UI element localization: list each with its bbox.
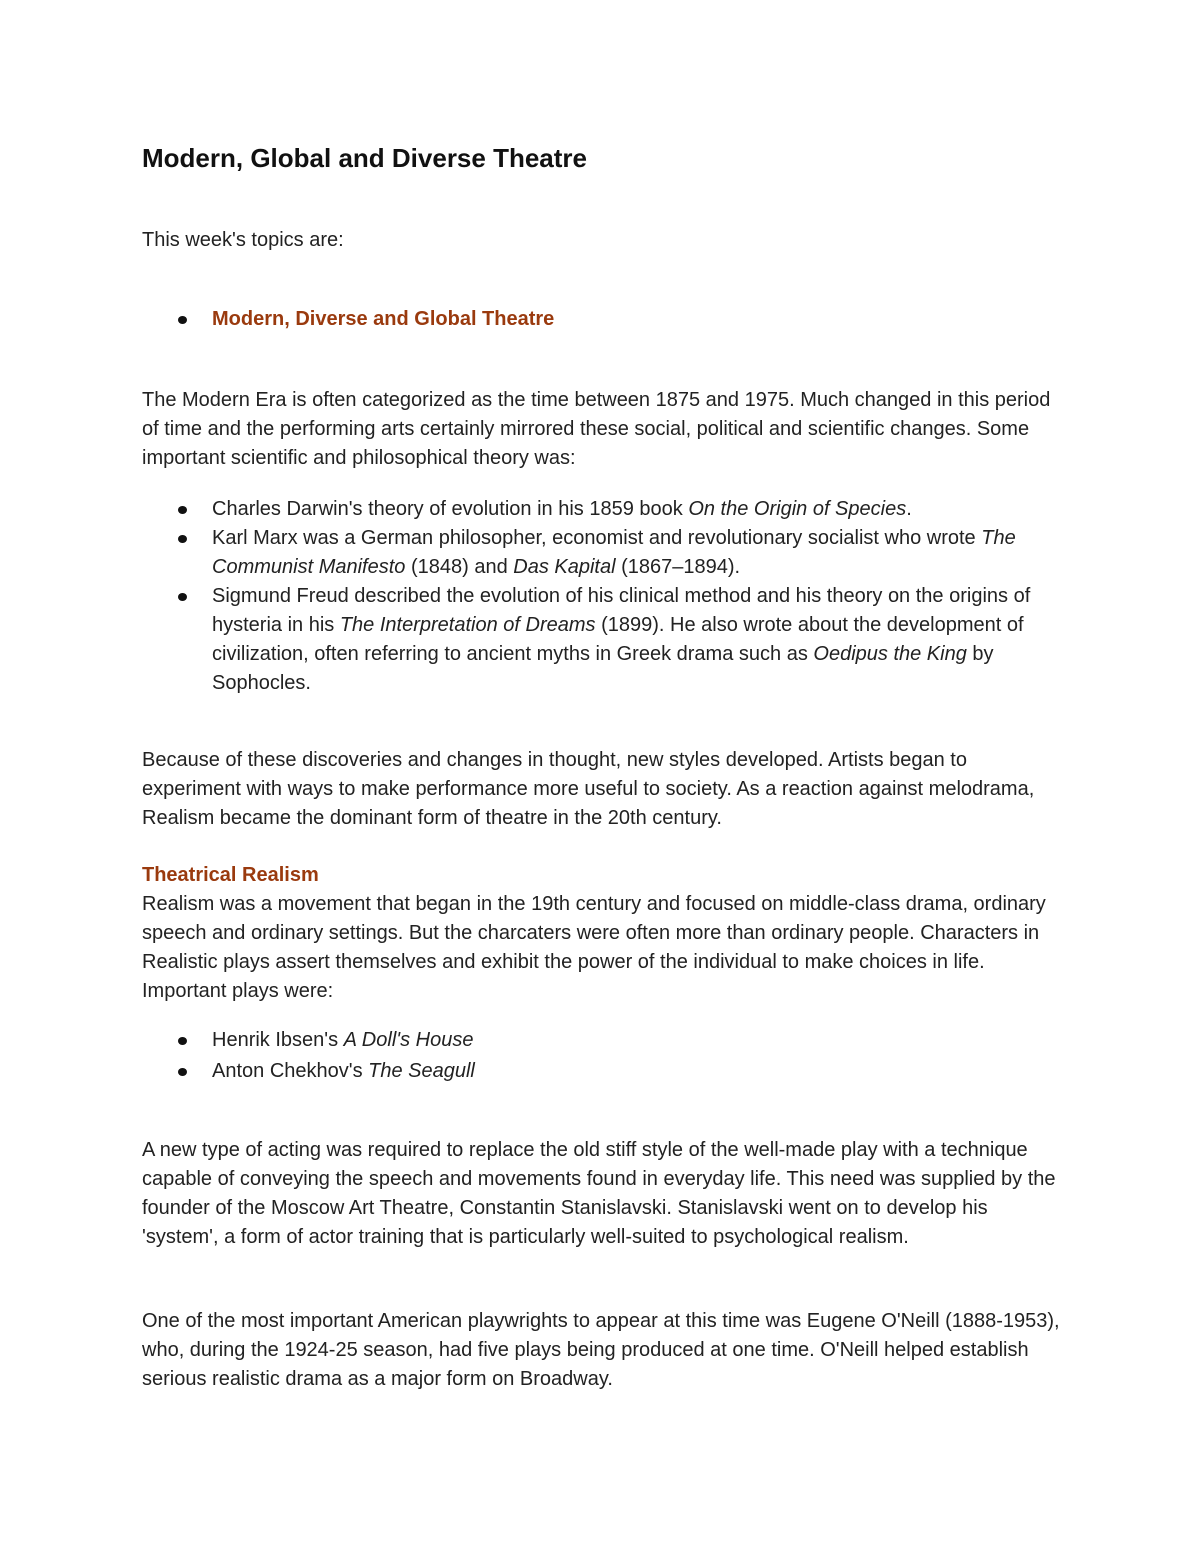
- bullet-icon: [178, 593, 187, 601]
- discoveries-paragraph: Because of these discoveries and changes in thought, new styles developed. Artists began to experiment with ways to make performance more useful to society. As a reaction against melodrama, Realism became the dominant form of theatre in the 20th century.: [142, 749, 1035, 829]
- theory-text: (1899). He also wrote about the development of civilization, often referring to ancient myths in Greek drama such as: [212, 614, 1024, 665]
- realism-heading: Theatrical Realism: [142, 864, 319, 886]
- play-title: The Seagull: [368, 1060, 475, 1082]
- plays-list: [142, 1026, 1062, 1086]
- play-title: A Doll's House: [343, 1029, 474, 1051]
- topics-list: [142, 305, 1062, 334]
- intro-text: This week's topics are:: [142, 229, 344, 251]
- list-item: [142, 524, 1062, 582]
- bullet-icon: [178, 316, 187, 324]
- realism-paragraph: Realism was a movement that began in the 19th century and focused on middle-class drama, ordinary speech and ordinary settings. But the charcaters were often more than ordinary people. Characters in Realistic plays assert themselves and exhibit the power of the individual to make choices in life. Important plays were:: [142, 893, 1046, 1002]
- list-item: [142, 305, 1062, 334]
- play-author: Henrik Ibsen's: [212, 1029, 344, 1051]
- topic-link[interactable]: Modern, Diverse and Global Theatre: [212, 308, 555, 330]
- theory-text: Karl Marx was a German philosopher, economist and revolutionary socialist who wrote: [212, 527, 982, 549]
- acting-paragraph: A new type of acting was required to replace the old stiff style of the well-made play with a technique capable of conveying the speech and movements found in everyday life. This need was supplied by the founder of the Moscow Art Theatre, Constantin Stanislavski. Stanislavski went on to develop his 'system', a form of actor training that is particularly well-suited to psychological realism.: [142, 1139, 1056, 1248]
- theories-list: [142, 495, 1062, 698]
- theory-text: by Sophocles.: [212, 643, 994, 694]
- oneill-paragraph: One of the most important American playwrights to appear at this time was Eugene O'Neill (1888-1953), who, during the 1924-25 season, had five plays being produced at one time. O'Neill helped establish serious realistic drama as a major form on Broadway.: [142, 1310, 1060, 1390]
- theory-text: (1848) and: [405, 556, 514, 578]
- list-item: [142, 1026, 1062, 1055]
- play-author: Anton Chekhov's: [212, 1060, 369, 1082]
- list-item: [142, 582, 1062, 698]
- bullet-icon: [178, 1068, 187, 1076]
- list-item: [142, 495, 1062, 524]
- bullet-icon: [178, 1037, 187, 1045]
- list-item: [142, 1057, 1062, 1086]
- play-title: Oedipus the King: [813, 643, 967, 665]
- book-title: On the Origin of Species: [688, 498, 907, 520]
- theory-text: .: [906, 498, 912, 520]
- theory-text: Charles Darwin's theory of evolution in his 1859 book: [212, 498, 689, 520]
- document-title: Modern, Global and Diverse Theatre: [142, 143, 587, 173]
- theory-text: (1867–1894).: [615, 556, 741, 578]
- modern-era-paragraph: The Modern Era is often categorized as the time between 1875 and 1975. Much changed in this period of time and the performing arts certainly mirrored these social, political and scientific changes. Some important scientific and philosophical theory was:: [142, 389, 1051, 469]
- book-title: Das Kapital: [513, 556, 616, 578]
- bullet-icon: [178, 535, 187, 543]
- bullet-icon: [178, 506, 187, 514]
- book-title: The Communist Manifesto: [212, 527, 1016, 578]
- book-title: The Interpretation of Dreams: [339, 614, 596, 636]
- theory-text: Sigmund Freud described the evolution of his clinical method and his theory on the origins of hysteria in his: [212, 585, 1031, 636]
